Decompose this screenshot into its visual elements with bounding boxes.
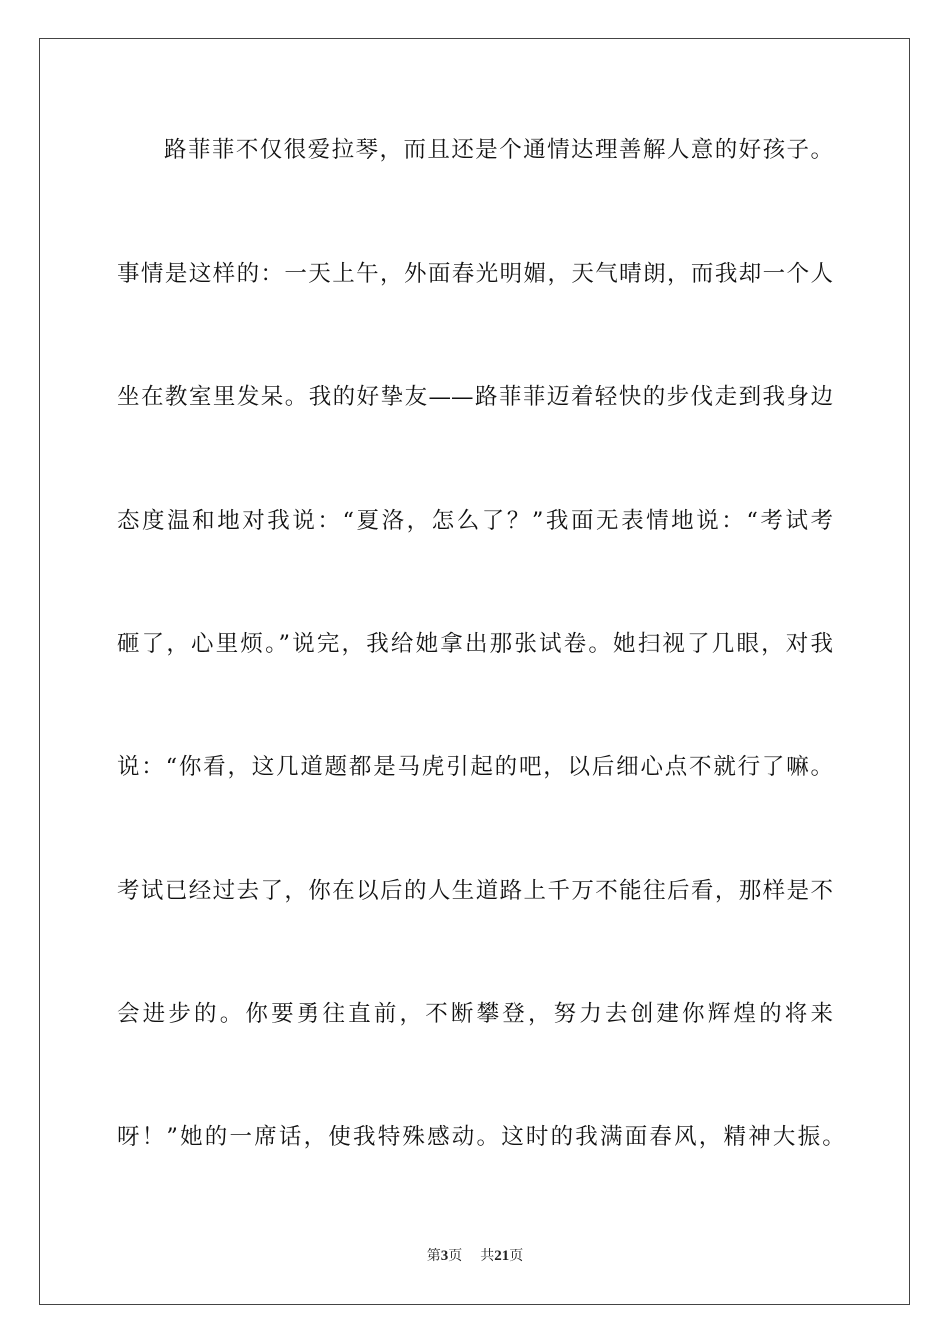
footer-page-prefix: 第 bbox=[426, 1248, 441, 1264]
paragraph-line-4: 态度温和地对我说：“夏洛，怎么了？”我面无表情地说：“考试考 bbox=[117, 508, 833, 534]
paragraph-line-3: 坐在教室里发呆。我的好挚友——路菲菲迈着轻快的步伐走到我身边 bbox=[117, 384, 833, 410]
paragraph-line-5: 砸了，心里烦。”说完，我给她拿出那张试卷。她扫视了几眼，对我 bbox=[117, 631, 833, 657]
footer-total-suffix: 页 bbox=[509, 1248, 524, 1264]
footer-page-number: 3 bbox=[440, 1248, 449, 1264]
paragraph-line-7: 考试已经过去了，你在以后的人生道路上千万不能往后看，那样是不 bbox=[117, 878, 833, 904]
paragraph-line-1: 路菲菲不仅很爱拉琴，而且还是个通情达理善解人意的好孩子。 bbox=[164, 137, 833, 163]
page-border bbox=[39, 38, 910, 1305]
paragraph-line-9: 呀！”她的一席话，使我特殊感动。这时的我满面春风，精神大振。 bbox=[117, 1124, 848, 1150]
footer-total-prefix: 共 bbox=[480, 1248, 495, 1264]
paragraph-line-2: 事情是这样的：一天上午，外面春光明媚，天气晴朗，而我却一个人 bbox=[117, 261, 833, 287]
paragraph-line-8: 会进步的。你要勇往直前，不断攀登，努力去创建你辉煌的将来 bbox=[117, 1001, 833, 1027]
page-footer bbox=[0, 1246, 950, 1266]
paragraph-line-6: 说：“你看，这几道题都是马虎引起的吧，以后细心点不就行了嘛。 bbox=[117, 754, 833, 780]
footer-page-suffix: 页 bbox=[448, 1248, 463, 1264]
footer-total-number: 21 bbox=[494, 1248, 510, 1264]
